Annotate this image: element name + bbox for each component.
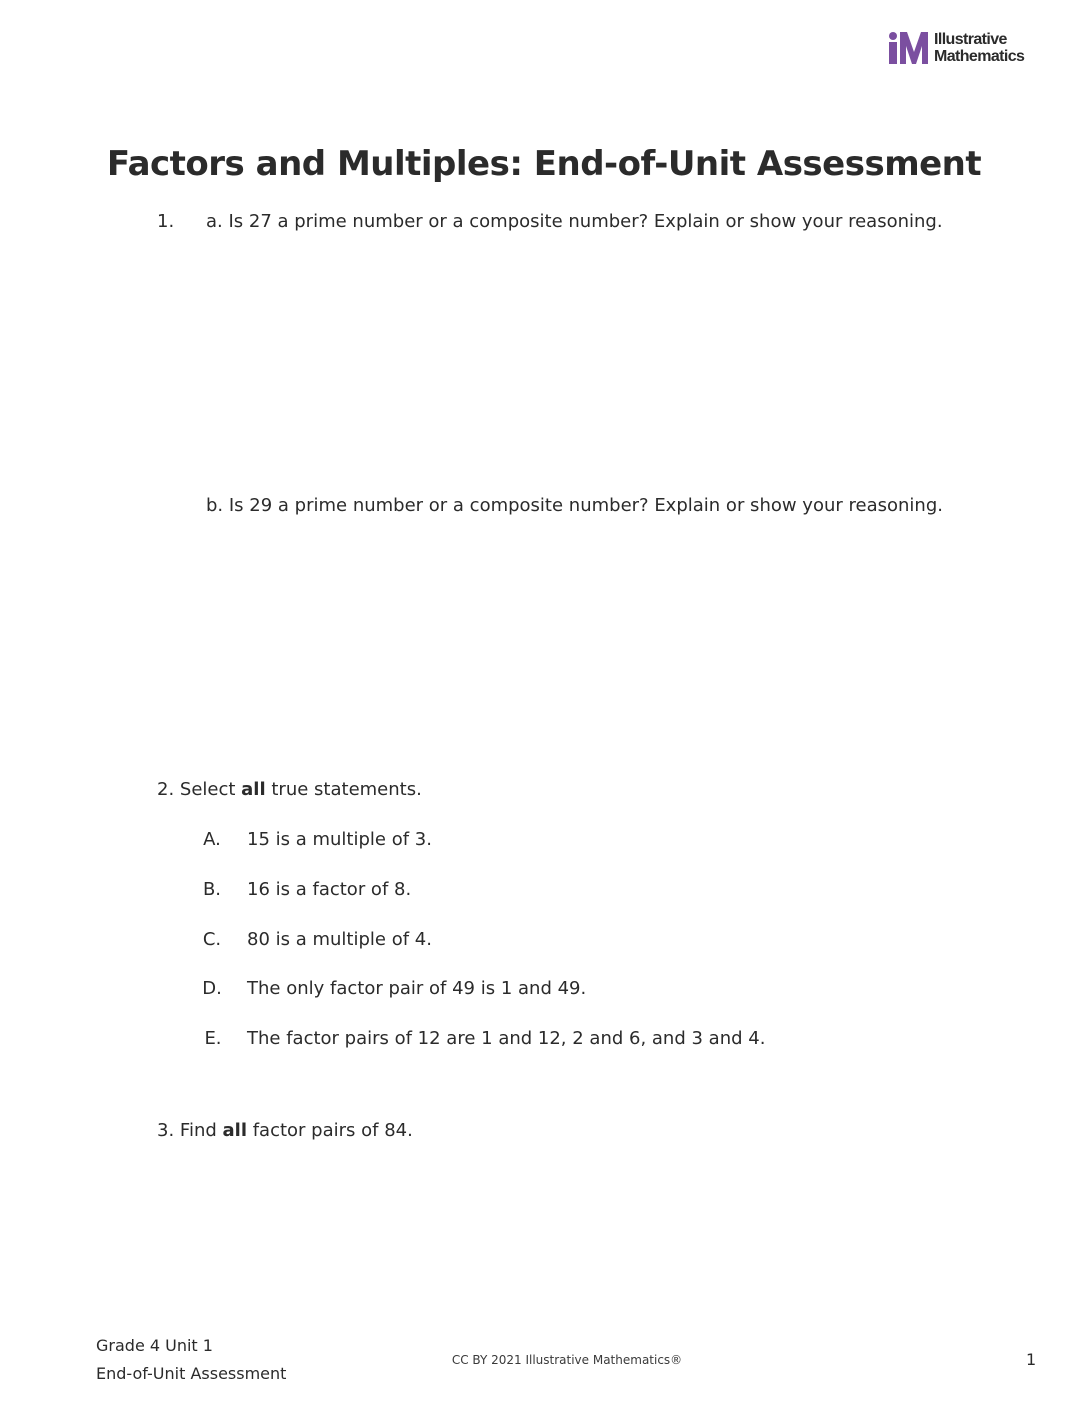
page-title: Factors and Multiples: End-of-Unit Assessment [106, 144, 982, 184]
question-3-suffix: factor pairs of 84. [247, 1120, 413, 1141]
im-logo-icon [888, 32, 930, 64]
question-2-suffix: true statements. [265, 779, 422, 800]
page-number: 1 [1026, 1350, 1037, 1369]
footer-unit: Grade 4 Unit 1 [96, 1336, 213, 1355]
question-1b-text: b. Is 29 a prime number or a composite number? Explain or show your reasoning. [206, 495, 943, 516]
choice-d-letter: D. [202, 978, 222, 999]
choice-c-letter: C. [202, 929, 222, 950]
choice-c-text: 80 is a multiple of 4. [247, 929, 432, 950]
choice-e-text: The factor pairs of 12 are 1 and 12, 2 and 6, and 3 and 4. [247, 1028, 766, 1049]
choice-b-letter: B. [202, 879, 222, 900]
choice-e-letter: E. [204, 1028, 222, 1049]
illustrative-mathematics-logo [888, 30, 1048, 70]
question-1a-text: a. Is 27 a prime number or a composite number? Explain or show your reasoning. [206, 211, 943, 232]
question-3-emphasis: all [222, 1120, 247, 1141]
question-2-prefix: 2. Select [157, 779, 242, 800]
choice-a-letter: A. [203, 829, 221, 850]
footer-assessment: End-of-Unit Assessment [96, 1364, 287, 1383]
logo-line-1: Illustrative [934, 31, 1007, 48]
choice-b-text: 16 is a factor of 8. [247, 879, 412, 900]
footer-copyright: CC BY 2021 Illustrative Mathematics® [451, 1353, 683, 1367]
choice-d-text: The only factor pair of 49 is 1 and 49. [247, 978, 587, 999]
choice-a-text: 15 is a multiple of 3. [247, 829, 432, 850]
question-1-number: 1. [157, 211, 175, 232]
logo-line-2: Mathematics [934, 48, 1025, 65]
question-3-prefix: 3. Find [157, 1120, 223, 1141]
logo-wordmark [934, 31, 1024, 65]
question-2-emphasis: all [241, 779, 266, 800]
question-3-prompt [157, 1119, 413, 1143]
question-2-prompt [157, 778, 422, 802]
